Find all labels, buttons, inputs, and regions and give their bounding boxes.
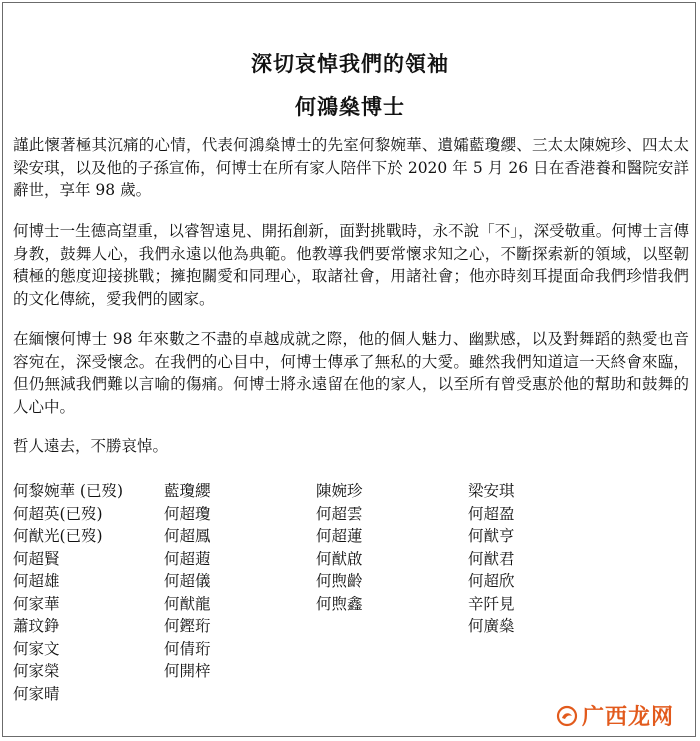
family-name: 何廣燊 (468, 617, 515, 635)
family-name: 何猷龍 (164, 594, 211, 613)
family-name: 何猷光(已歿) (13, 527, 103, 545)
notice-name-title: 何鴻燊博士 (295, 94, 405, 119)
family-name: 何開梓 (164, 662, 211, 680)
family-name: 何超瓊 (164, 504, 211, 523)
family-name: 何超英(已歿) (13, 504, 103, 523)
family-name: 藍瓊纓 (164, 482, 211, 500)
family-name: 何猷君 (468, 549, 515, 568)
family-name: 何超儀 (164, 572, 211, 590)
family-name: 何煦齡 (316, 572, 363, 590)
family-name: 何煦鑫 (316, 594, 363, 613)
family-name: 何超賢 (13, 549, 60, 568)
family-name: 何家榮 (13, 662, 60, 680)
family-name: 何猷亨 (468, 527, 515, 545)
family-name: 辛阡見 (468, 594, 515, 613)
paragraph-tribute: 何博士一生德高望重，以睿智遠見、開拓創新，面對挑戰時，永不說「不」，深受敬重。何博士言傳身教，鼓舞人心，我們永遠以他為典範。他教導我們要常懷求知之心，不斷探索新的領域，以堅韌積極的態度迎接挑戰；擁抱關愛和同理心，取諸社會，用諸社會；他亦時刻耳提面命我們珍惜我們的文化傳統，愛我們的國家。 (13, 222, 689, 308)
family-column-2 (164, 480, 211, 683)
family-column-3 (316, 480, 363, 615)
dragon-logo-icon (556, 705, 578, 727)
paragraph-announcement: 謹此懷著極其沉痛的心情，代表何鴻燊博士的先室何黎婉華、遺孀藍瓊纓、三太太陳婉珍、四太太梁安琪，以及他的子孫宣佈，何博士在所有家人陪伴下於 2020 年 5 月 26 日在香港養和醫院安詳辭世，享年 98 歲。 (13, 136, 689, 199)
family-name: 何超雲 (316, 504, 363, 523)
family-name: 何家文 (13, 639, 60, 658)
family-name: 何家晴 (13, 684, 60, 703)
family-name: 何超蕸 (164, 549, 211, 568)
watermark-text: 广西龙网 (581, 705, 674, 730)
family-name: 何倩珩 (164, 639, 211, 658)
family-name: 何超蓮 (316, 527, 363, 545)
family-name: 何黎婉華 (已歿) (13, 482, 124, 500)
family-name: 何超欣 (468, 572, 515, 590)
family-column-1 (13, 480, 123, 705)
family-names (13, 480, 693, 703)
paragraph-remembrance: 在緬懷何博士 98 年來數之不盡的卓越成就之際，他的個人魅力、幽默感，以及對舞蹈的熱愛也音容宛在，深受懷念。在我們的心目中，何博士傳承了無私的大愛。雖然我們知道這一天終會來臨，但仍無減我們難以言喻的傷痛。何博士將永遠留在他的家人，以至所有曾受惠於他的幫助和鼓舞的人心中。 (13, 330, 689, 416)
notice-title: 深切哀悼我們的領袖 (251, 51, 449, 76)
family-name: 何超雄 (13, 572, 60, 590)
paragraph-closing: 哲人遠去，不勝哀悼。 (13, 437, 169, 455)
family-name: 何鏗珩 (164, 617, 211, 635)
family-name: 梁安琪 (468, 482, 515, 500)
family-name: 何猷啟 (316, 549, 363, 568)
site-watermark (556, 700, 674, 731)
family-name: 蕭玟錚 (13, 617, 60, 635)
family-name: 何家華 (13, 594, 60, 613)
family-name: 何超鳳 (164, 527, 211, 545)
family-name: 陳婉珍 (316, 482, 363, 500)
family-column-4 (468, 480, 515, 638)
family-name: 何超盈 (468, 504, 515, 523)
